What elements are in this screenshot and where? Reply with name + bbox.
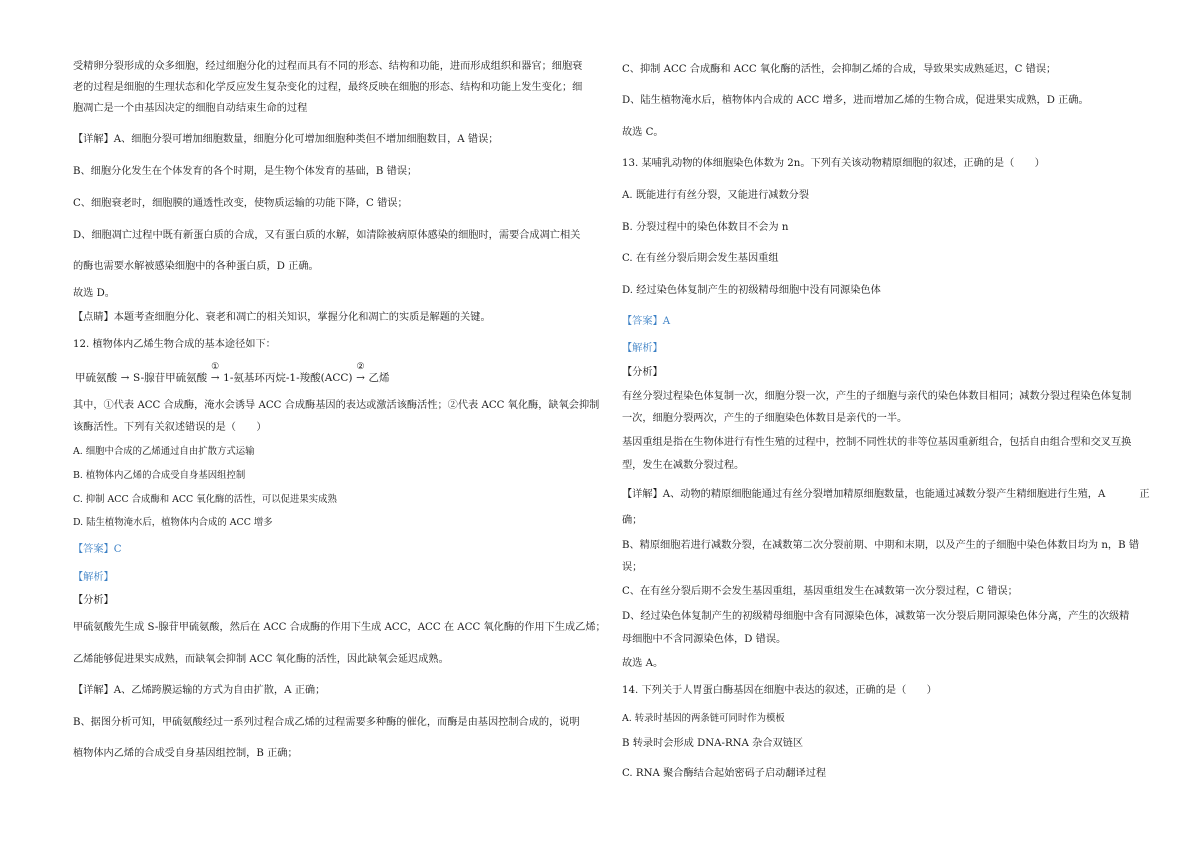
text-line: 【详解】A、动物的精原细胞能通过有丝分裂增加精原细胞数量，也能通过减数分裂产生精细胞进行生殖，A 正 (622, 489, 1150, 500)
enzyme-2-label: ② (356, 362, 365, 372)
text-line: D、经过染色体复制产生的初级精母细胞中含有同源染色体，减数第一次分裂后期同源染色体分离，产生的次级精 (622, 611, 1130, 622)
option-d: D. 经过染色体复制产生的初级精母细胞中没有同源染色体 (622, 285, 881, 296)
analysis-label: 【解析】 (622, 343, 663, 354)
text-line: 的酶也需要水解被感染细胞中的各种蛋白质，D 正确。 (73, 261, 319, 272)
arrow-icon: → (120, 372, 130, 384)
answer-label: 【答案】A (622, 316, 671, 327)
answer-label: 【答案】C (73, 544, 122, 555)
question-12-stem: 12. 植物体内乙烯生物合成的基本途径如下： (73, 339, 276, 350)
text-line: B、细胞分化发生在个体发育的各个时期，是生物个体发育的基础，B 错误； (73, 166, 418, 177)
text-line: D、细胞凋亡过程中既有新蛋白质的合成，又有蛋白质的水解，如清除被病原体感染的细胞时，需要合成凋亡相关 (73, 230, 581, 241)
pathway-methionine: 甲硫氨酸 (75, 372, 117, 384)
option-a: A. 既能进行有丝分裂，又能进行减数分裂 (622, 190, 810, 201)
ethylene-pathway (75, 362, 390, 385)
text-line: 其中，①代表 ACC 合成酶，淹水会诱导 ACC 合成酶基因的表达或激活该酶活性；②代表 ACC 氧化酶，缺氧会抑制 (73, 400, 600, 411)
text-line: D、陆生植物淹水后，植物体内合成的 ACC 增多，进而增加乙烯的生物合成，促进果实成熟，D 正确。 (622, 95, 1089, 106)
option-d: D. 陆生植物淹水后，植物体内合成的 ACC 增多 (73, 517, 273, 528)
text-line: 植物体内乙烯的合成受自身基因组控制，B 正确； (73, 748, 298, 759)
option-a: A. 转录时基因的两条链可同时作为模板 (622, 713, 785, 724)
option-c: C. RNA 聚合酶结合起始密码子启动翻译过程 (622, 768, 827, 779)
question-14-stem: 14. 下列关于人胃蛋白酶基因在细胞中表达的叙述，正确的是（ ） (622, 685, 937, 696)
option-b: B. 植物体内乙烯的合成受自身基因组控制 (73, 470, 246, 481)
text-line: 误； (622, 562, 643, 573)
text-line: 【点睛】本题考查细胞分化、衰老和凋亡的相关知识，掌握分化和凋亡的实质是解题的关键。 (73, 312, 491, 323)
text-line: 受精卵分裂形成的众多细胞，经过细胞分化的过程而具有不同的形态、结构和功能，进而形成组织和器官；细胞衰 (73, 61, 583, 72)
text-line: 【分析】 (73, 595, 114, 606)
text-line: 有丝分裂过程染色体复制一次，细胞分裂一次，产生的子细胞与亲代的染色体数目相同；减数分裂过程染色体复制 (622, 391, 1132, 402)
text-line: 【详解】A、乙烯跨膜运输的方式为自由扩散，A 正确； (73, 685, 326, 696)
text-line: C、细胞衰老时，细胞膜的通透性改变，使物质运输的功能下降，C 错误； (73, 198, 408, 209)
option-a: A. 细胞中合成的乙烯通过自由扩散方式运输 (73, 446, 255, 457)
pathway-ethylene: 乙烯 (368, 372, 390, 384)
text-line: B、精原细胞若进行减数分裂，在减数第二次分裂前期、中期和末期，以及产生的子细胞中染色体数目均为 n，B 错 (622, 540, 1140, 551)
pathway-sam: S-腺苷甲硫氨酸 (133, 372, 208, 384)
text-line: 故选 C。 (622, 127, 664, 138)
text-line: 确； (622, 515, 643, 526)
option-b: B 转录时会形成 DNA-RNA 杂合双链区 (622, 738, 804, 749)
option-c: C. 在有丝分裂后期会发生基因重组 (622, 253, 779, 264)
text-line: 【分析】 (622, 367, 663, 378)
text-line: 故选 A。 (622, 658, 664, 669)
pathway-acc: 1-氨基环丙烷-1-羧酸(ACC) (223, 372, 353, 384)
text-line: B、据图分析可知，甲硫氨酸经过一系列过程合成乙烯的过程需要多种酶的催化，而酶是由基因控制合成的，说明 (73, 717, 580, 728)
text-line: 基因重组是指在生物体进行有性生殖的过程中，控制不同性状的非等位基因重新组合，包括自由组合型和交叉互换 (622, 437, 1132, 448)
text-line: 该酶活性。下列有关叙述错误的是（ ） (73, 422, 267, 433)
text-line: 乙烯能够促进果实成熟，而缺氧会抑制 ACC 氧化酶的活性，因此缺氧会延迟成熟。 (73, 654, 449, 665)
enzyme-1-label: ① (211, 362, 220, 372)
text-line: C、在有丝分裂后期不会发生基因重组，基因重组发生在减数第一次分裂过程，C 错误； (622, 586, 1018, 597)
text-line: 一次，细胞分裂两次，产生的子细胞染色体数目是亲代的一半。 (622, 413, 908, 424)
text-line: C、抑制 ACC 合成酶和 ACC 氧化酶的活性，会抑制乙烯的合成，导致果实成熟延迟，C 错误； (622, 64, 1057, 75)
option-c: C. 抑制 ACC 合成酶和 ACC 氧化酶的活性，可以促进果实成熟 (73, 494, 337, 505)
text-line: 老的过程是细胞的生理状态和化学反应发生复杂变化的过程，最终反映在细胞的形态、结构和功能上发生变化；细 (73, 82, 583, 93)
arrow-icon: ① → (207, 372, 223, 384)
arrow-icon: ② → (353, 372, 369, 384)
analysis-label: 【解析】 (73, 572, 114, 583)
text-line: 故选 D。 (73, 288, 115, 299)
text-line: 甲硫氨酸先生成 S-腺苷甲硫氨酸，然后在 ACC 合成酶的作用下生成 ACC，ACC 在 ACC 氧化酶的作用下生成乙烯； (73, 622, 606, 633)
option-b: B. 分裂过程中的染色体数目不会为 n (622, 222, 789, 233)
text-line: 型，发生在减数分裂过程。 (622, 460, 745, 471)
text-line: 母细胞中不含同源染色体，D 错误。 (622, 634, 787, 645)
text-line: 胞凋亡是一个由基因决定的细胞自动结束生命的过程 (73, 103, 308, 114)
text-line: 【详解】A、细胞分裂可增加细胞数量，细胞分化可增加细胞种类但不增加细胞数目，A 错误； (73, 134, 499, 145)
question-13-stem: 13. 某哺乳动物的体细胞染色体数为 2n。下列有关该动物精原细胞的叙述，正确的是（ ） (622, 158, 1045, 169)
